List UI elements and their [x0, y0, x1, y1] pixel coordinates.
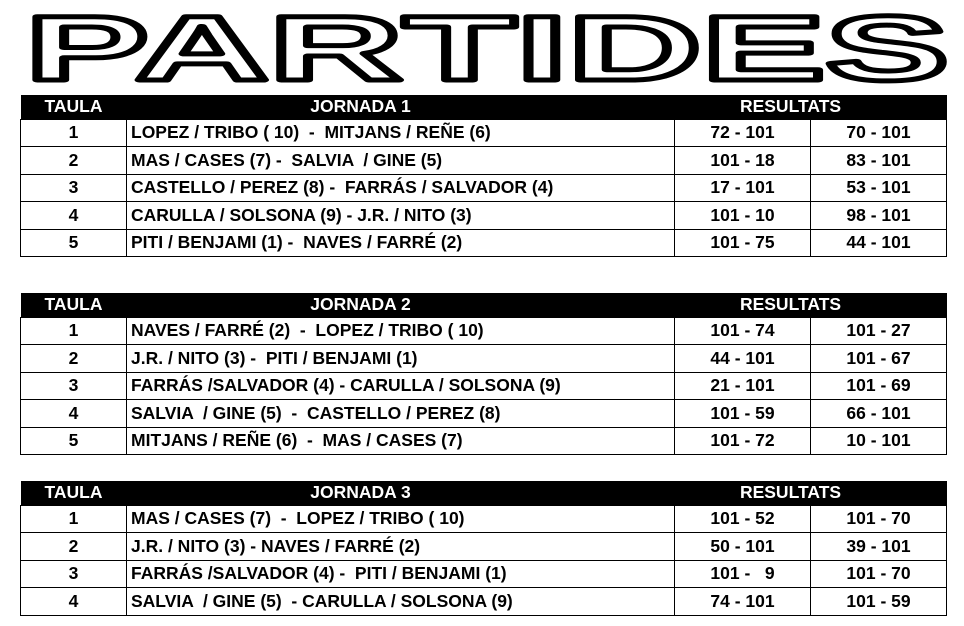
result-second: 101 - 69: [811, 372, 947, 400]
jornada-header: JORNADA 3: [310, 482, 411, 503]
result-first: 101 - 75: [675, 229, 811, 257]
result-first: 50 - 101: [675, 533, 811, 561]
taula-number: 3: [21, 372, 127, 400]
result-first: 101 - 10: [675, 202, 811, 230]
taula-number: 2: [21, 147, 127, 175]
result-second: 101 - 70: [811, 505, 947, 533]
table-row: [21, 345, 947, 373]
resultats-header: RESULTATS: [739, 294, 842, 315]
table-row: [21, 147, 947, 175]
result-first: 72 - 101: [675, 119, 811, 147]
taula-number: 3: [21, 174, 127, 202]
table-row: [21, 588, 947, 616]
table-row: [21, 119, 947, 147]
result-first: 101 - 59: [675, 400, 811, 428]
taula-number: 5: [21, 229, 127, 257]
jornada-header: JORNADA 2: [310, 294, 411, 315]
match-pairing: NAVES / FARRÉ (2) - LOPEZ / TRIBO ( 10): [127, 317, 675, 345]
result-first: 17 - 101: [675, 174, 811, 202]
result-first: 74 - 101: [675, 588, 811, 616]
taula-number: 2: [21, 345, 127, 373]
round-table-2: [20, 293, 947, 455]
result-second: 101 - 70: [811, 560, 947, 588]
taula-number: 1: [21, 119, 127, 147]
table-row: [21, 317, 947, 345]
resultats-header: RESULTATS: [739, 96, 842, 117]
match-pairing: MAS / CASES (7) - LOPEZ / TRIBO ( 10): [127, 505, 675, 533]
match-pairing: PITI / BENJAMI (1) - NAVES / FARRÉ (2): [127, 229, 675, 257]
table-row: [21, 533, 947, 561]
result-second: 53 - 101: [811, 174, 947, 202]
table-row: [21, 505, 947, 533]
match-pairing: J.R. / NITO (3) - NAVES / FARRÉ (2): [127, 533, 675, 561]
page-title: [22, 8, 952, 92]
taula-number: 2: [21, 533, 127, 561]
match-pairing: LOPEZ / TRIBO ( 10) - MITJANS / REÑE (6): [127, 119, 675, 147]
taula-number: 3: [21, 560, 127, 588]
result-first: 101 - 72: [675, 427, 811, 455]
result-second: 98 - 101: [811, 202, 947, 230]
match-pairing: CARULLA / SOLSONA (9) - J.R. / NITO (3): [127, 202, 675, 230]
result-second: 83 - 101: [811, 147, 947, 175]
match-pairing: MAS / CASES (7) - SALVIA / GINE (5): [127, 147, 675, 175]
result-second: 101 - 59: [811, 588, 947, 616]
result-second: 39 - 101: [811, 533, 947, 561]
result-first: 44 - 101: [675, 345, 811, 373]
result-first: 101 - 18: [675, 147, 811, 175]
match-pairing: CASTELLO / PEREZ (8) - FARRÁS / SALVADOR (4): [127, 174, 675, 202]
round-header: [21, 95, 947, 119]
result-second: 70 - 101: [811, 119, 947, 147]
taula-header: TAULA: [44, 294, 103, 315]
taula-number: 4: [21, 202, 127, 230]
table-row: [21, 560, 947, 588]
match-pairing: J.R. / NITO (3) - PITI / BENJAMI (1): [127, 345, 675, 373]
round-table-1: [20, 95, 947, 257]
table-row: [21, 174, 947, 202]
match-pairing: FARRÁS /SALVADOR (4) - CARULLA / SOLSONA (9): [127, 372, 675, 400]
result-second: 44 - 101: [811, 229, 947, 257]
page-title-text: PARTIDES: [25, 8, 950, 92]
taula-header: TAULA: [44, 96, 103, 117]
taula-number: 5: [21, 427, 127, 455]
taula-number: 1: [21, 505, 127, 533]
result-first: 21 - 101: [675, 372, 811, 400]
round-header: [21, 293, 947, 317]
result-second: 101 - 27: [811, 317, 947, 345]
match-pairing: SALVIA / GINE (5) - CASTELLO / PEREZ (8): [127, 400, 675, 428]
result-first: 101 - 74: [675, 317, 811, 345]
table-row: [21, 427, 947, 455]
page-title-outline-text: [22, 8, 952, 92]
jornada-header: JORNADA 1: [310, 96, 411, 117]
result-second: 66 - 101: [811, 400, 947, 428]
table-row: [21, 229, 947, 257]
result-first: 101 - 9: [675, 560, 811, 588]
round-table-3: [20, 481, 947, 616]
taula-number: 4: [21, 400, 127, 428]
taula-header: TAULA: [44, 482, 103, 503]
result-second: 10 - 101: [811, 427, 947, 455]
resultats-header: RESULTATS: [739, 482, 842, 503]
taula-number: 1: [21, 317, 127, 345]
table-row: [21, 372, 947, 400]
match-pairing: FARRÁS /SALVADOR (4) - PITI / BENJAMI (1): [127, 560, 675, 588]
table-row: [21, 202, 947, 230]
match-pairing: SALVIA / GINE (5) - CARULLA / SOLSONA (9): [127, 588, 675, 616]
table-row: [21, 400, 947, 428]
result-second: 101 - 67: [811, 345, 947, 373]
round-header: [21, 481, 947, 505]
result-first: 101 - 52: [675, 505, 811, 533]
match-pairing: MITJANS / REÑE (6) - MAS / CASES (7): [127, 427, 675, 455]
taula-number: 4: [21, 588, 127, 616]
